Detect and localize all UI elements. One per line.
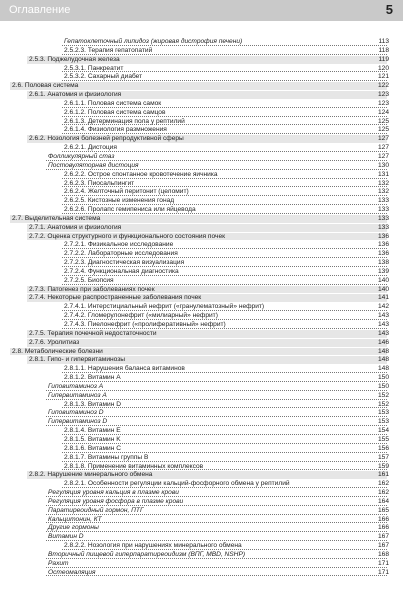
toc-entry: [0, 374, 403, 383]
toc-entry: [0, 73, 403, 82]
toc-entry-label: 2.8.1.2. Витамин A: [64, 374, 121, 382]
toc-entry-page: 141: [377, 294, 389, 302]
toc-entry: [0, 197, 403, 206]
toc-entry-page: 127: [377, 152, 389, 160]
toc-entry-label: 2.6.1.2. Половая система самцов: [64, 108, 166, 116]
toc-entry-label: 2.7. Выделительная система: [12, 214, 101, 222]
toc-entry-label: 2.6.1.3. Детерминация пола у рептилий: [64, 117, 185, 125]
toc-entry-page: 166: [377, 515, 389, 523]
toc-entry-page: 127: [377, 135, 389, 143]
toc-leader: [46, 533, 387, 541]
toc-entry: [0, 409, 403, 418]
toc-entry-page: 118: [378, 46, 389, 54]
toc-entry: [0, 56, 403, 65]
toc-entry-page: 136: [377, 232, 389, 240]
toc-entry-label: 2.8.1.1. Нарушения баланса витаминов: [64, 365, 185, 373]
toc-entry: [0, 383, 403, 392]
toc-entry-page: 162: [377, 480, 389, 488]
toc-entry-label: Витамин D: [48, 533, 84, 541]
toc-entry-page: 167: [377, 533, 389, 541]
toc-entry: [0, 277, 403, 286]
toc-entry-label: 2.7.6. Уролитиаз: [29, 338, 80, 346]
toc-entry-label: 2.8.2.1. Особенности регуляции кальций-фосфорного обмена у рептилий: [64, 480, 290, 488]
toc-entry-label: 2.8.1.8. Применение витаминных комплексов: [64, 462, 204, 470]
toc-entry-label: 2.7.2.3. Диагностическая визуализация: [64, 259, 185, 267]
toc-entry: [0, 436, 403, 445]
toc-entry-label: 2.8.1.7. Витамины группы B: [64, 453, 149, 461]
toc-entry-label: 2.8.2.2. Нозология при нарушениях минерального обмена: [64, 542, 242, 550]
header-bar: [0, 0, 403, 21]
toc-entry-label: Гиповитаминоз A: [48, 382, 104, 390]
toc-entry: [0, 224, 403, 233]
toc-entry-label: 2.7.4.2. Гломерулонефрит («милиарный» нефрит): [64, 312, 218, 320]
toc-entry-page: 155: [377, 435, 389, 443]
toc-entry-page: 161: [377, 471, 389, 479]
toc-entry-label: Остеомаляция: [48, 568, 96, 576]
toc-entry-label: Кальцитонин, КТ: [48, 515, 102, 523]
toc-entry: [0, 100, 403, 109]
toc-entry-label: 2.7.2. Оценка структурного и функционального состояния почек: [29, 232, 226, 240]
toc-entry: [0, 427, 403, 436]
toc-entry-page: 156: [377, 444, 389, 452]
toc-entry-page: 143: [377, 312, 389, 320]
toc-entry: [0, 533, 403, 542]
toc-entry: [0, 330, 403, 339]
toc-entry-page: 140: [377, 276, 389, 284]
toc-entry: [0, 303, 403, 312]
toc-entry-label: 2.7.2.4. Функциональная диагностика: [64, 267, 179, 275]
toc-entry: [0, 454, 403, 463]
toc-entry: [0, 144, 403, 153]
toc-entry-page: 166: [377, 524, 389, 532]
toc-entry-page: 153: [377, 409, 389, 417]
toc-entry: [0, 489, 403, 498]
toc-entry-page: 165: [377, 506, 389, 514]
toc-entry-label: 2.7.2.1. Физикальное исследование: [64, 241, 174, 249]
toc-entry-label: 2.7.1. Анатомия и физиология: [29, 223, 122, 231]
toc-entry-label: Постовуляторная дистоция: [48, 161, 139, 169]
toc-entry: [0, 65, 403, 74]
toc-entry-page: 148: [377, 356, 389, 364]
toc-entry-label: 2.6.1.1. Половая система самок: [64, 99, 162, 107]
toc-entry-page: 130: [377, 161, 389, 169]
toc-entry: [0, 171, 403, 180]
toc-entry-page: 171: [377, 568, 389, 576]
toc-entry: [0, 356, 403, 365]
toc-entry-page: 146: [377, 338, 389, 346]
toc-entry-page: 133: [377, 214, 389, 222]
toc-entry-page: 168: [377, 550, 389, 558]
toc-entry-page: 142: [377, 303, 389, 311]
toc-entry-page: 154: [377, 427, 389, 435]
toc-entry: [0, 250, 403, 259]
toc-entry-page: 143: [377, 321, 389, 328]
toc-leader: [46, 560, 387, 568]
toc-leader: [46, 569, 387, 577]
toc-entry-page: 131: [377, 170, 389, 178]
toc-entry: [0, 188, 403, 197]
toc-entry-label: 2.6.1. Анатомия и физиология: [29, 91, 122, 99]
toc-entry-page: 148: [377, 347, 389, 355]
toc-entry-label: 2.6.1.4. Физиология размножения: [64, 126, 167, 134]
toc-entry: [0, 312, 403, 321]
toc-entry: [0, 180, 403, 189]
toc-entry-label: 2.7.4. Некоторые распространенные заболевания почек: [29, 294, 202, 302]
toc-entry-label: Гиповитаминоз D: [48, 409, 104, 417]
toc-entry: [0, 294, 403, 303]
toc-entry-page: 132: [377, 179, 389, 187]
toc-entry-page: 119: [378, 55, 389, 63]
toc-entry-page: 152: [377, 400, 389, 408]
toc-entry-label: 2.6.2.6. Пролапс гемипениса или яйцевода: [64, 206, 196, 214]
toc-entry-page: 167: [377, 542, 389, 550]
page-number: 5: [385, 2, 393, 17]
toc-entry-page: 136: [377, 250, 389, 258]
toc-entry: [0, 153, 403, 162]
toc-entry-page: 122: [377, 82, 389, 90]
toc-entry-label: Регуляция уровня фосфора в плазме крови: [48, 497, 184, 505]
toc-entry-page: 139: [377, 267, 389, 275]
toc-entry-page: 171: [377, 559, 389, 567]
toc-entry-label: Рахит: [48, 559, 69, 567]
toc-entry-label: 2.8.1.6. Витамин C: [64, 444, 121, 452]
toc-entry-label: Фолликулярный стаз: [48, 152, 115, 160]
toc-entry-page: 123: [377, 91, 389, 99]
toc-entry-label: 2.7.4.1. Интерстициальный нефрит («гранулематозный» нефрит): [64, 303, 265, 311]
toc-entry: [0, 471, 403, 480]
toc-entry: [0, 542, 403, 551]
toc-entry-label: 2.6.2. Нозология болезней репродуктивной сферы: [29, 135, 184, 143]
toc-entry-label: 2.7.3. Патогенез при заболеваниях почек: [29, 285, 155, 293]
toc-entry: [0, 215, 403, 224]
toc-entry-label: 2.8. Метаболические болезни: [12, 347, 103, 355]
toc-entry: [0, 365, 403, 374]
toc-entry-label: 2.8.2. Нарушение минерального обмена: [29, 471, 153, 479]
toc-entry-label: Вторичный пищевой гиперпаратиреоидизм (ВПГ, MBD, NSHP): [48, 550, 246, 558]
toc-entry-label: 2.7.2.2. Лабораторные исследования: [64, 250, 178, 258]
toc-entry-label: 2.6.2.3. Пиосальпингит: [64, 179, 135, 187]
toc-entry-label: Гипервитаминоз A: [48, 391, 107, 399]
table-of-contents: [0, 38, 403, 577]
toc-entry-page: 152: [377, 391, 389, 399]
toc-entry-page: 121: [377, 73, 389, 81]
toc-entry: [0, 259, 403, 268]
toc-entry: [0, 348, 403, 357]
toc-entry-page: 140: [377, 285, 389, 293]
toc-entry-label: 2.5.3.1. Панкреатит: [64, 64, 124, 72]
toc-entry-label: Регуляция уровня кальция в плазме крови: [48, 489, 179, 497]
toc-entry-label: Гипервитаминоз D: [48, 418, 108, 426]
toc-entry-page: 159: [377, 462, 389, 470]
toc-entry-label: 2.6.2.5. Кистозные изменения гонад: [64, 197, 175, 205]
toc-entry-page: 150: [377, 374, 389, 382]
toc-entry-page: 138: [377, 259, 389, 267]
toc-entry-page: 113: [378, 38, 389, 45]
toc-entry: [0, 241, 403, 250]
toc-entry-page: 127: [377, 144, 389, 152]
toc-entry: [0, 507, 403, 516]
toc-leader: [27, 339, 387, 347]
toc-entry: [0, 206, 403, 215]
toc-entry-page: 132: [377, 188, 389, 196]
toc-entry-page: 148: [377, 365, 389, 373]
toc-entry: [0, 91, 403, 100]
toc-entry: [0, 135, 403, 144]
toc-entry-label: 2.8.1.4. Витамин E: [64, 427, 121, 435]
toc-entry-label: Другие гормоны: [48, 524, 99, 532]
toc-entry: [0, 82, 403, 91]
toc-entry: [0, 560, 403, 569]
toc-entry: [0, 162, 403, 171]
toc-entry: [0, 321, 403, 330]
toc-entry: [0, 268, 403, 277]
toc-entry-page: 164: [377, 497, 389, 505]
toc-entry: [0, 118, 403, 127]
header-title: Оглавление: [9, 4, 71, 16]
toc-entry-label: 2.7.2.5. Биопсия: [64, 276, 114, 284]
toc-entry: [0, 516, 403, 525]
toc-entry-page: 136: [377, 241, 389, 249]
toc-entry-page: 120: [377, 64, 389, 72]
toc-entry-label: 2.8.1.3. Витамин D: [64, 400, 121, 408]
toc-entry-label: Гепатоклеточный липидоз (жировая дистрофия печени): [64, 38, 243, 45]
toc-entry: [0, 109, 403, 118]
toc-entry-label: 2.5.3. Поджелудочная железа: [29, 55, 120, 63]
toc-entry: [0, 569, 403, 578]
toc-entry-label: 2.5.3.2. Сахарный диабет: [64, 73, 143, 81]
toc-entry: [0, 401, 403, 410]
toc-entry: [0, 418, 403, 427]
toc-entry-page: 133: [377, 223, 389, 231]
toc-entry-label: 2.6.2.1. Дистоция: [64, 144, 117, 152]
toc-entry-page: 143: [377, 329, 389, 337]
toc-entry-label: 2.7.5. Терапия почечной недостаточности: [29, 329, 157, 337]
toc-entry-page: 123: [377, 99, 389, 107]
toc-entry: [0, 47, 403, 56]
toc-entry-label: 2.6. Половая система: [12, 82, 79, 90]
toc-entry-page: 125: [377, 117, 389, 125]
toc-entry: [0, 126, 403, 135]
toc-entry-page: 150: [377, 382, 389, 390]
toc-entry: [0, 38, 403, 47]
toc-entry: [0, 233, 403, 242]
toc-entry-label: Паратиреоидный гормон, ПТГ: [48, 506, 144, 514]
toc-entry: [0, 551, 403, 560]
toc-entry-page: 157: [377, 453, 389, 461]
toc-entry-page: 153: [377, 418, 389, 426]
toc-entry-page: 133: [377, 206, 389, 214]
toc-entry-page: 124: [377, 108, 389, 116]
toc-entry-page: 133: [377, 197, 389, 205]
toc-entry: [0, 339, 403, 348]
toc-entry: [0, 498, 403, 507]
toc-entry: [0, 480, 403, 489]
toc-entry-page: 162: [377, 489, 389, 497]
toc-entry-label: 2.8.1.5. Витамин K: [64, 435, 121, 443]
toc-entry-label: 2.5.2.3. Терапия гепатопатий: [64, 46, 153, 54]
toc-entry-label: 2.7.4.3. Пиелонефрит («пролиферативный» нефрит): [64, 321, 226, 328]
toc-entry-label: 2.6.2.2. Острое спонтанное кровотечение яичника: [64, 170, 218, 178]
toc-entry-label: 2.6.2.4. Желточный перитонит (целомит): [64, 188, 189, 196]
toc-entry-label: 2.8.1. Гипо- и гипервитаминозы: [29, 356, 125, 364]
toc-entry: [0, 392, 403, 401]
toc-entry: [0, 524, 403, 533]
toc-entry-page: 125: [377, 126, 389, 134]
toc-entry: [0, 445, 403, 454]
